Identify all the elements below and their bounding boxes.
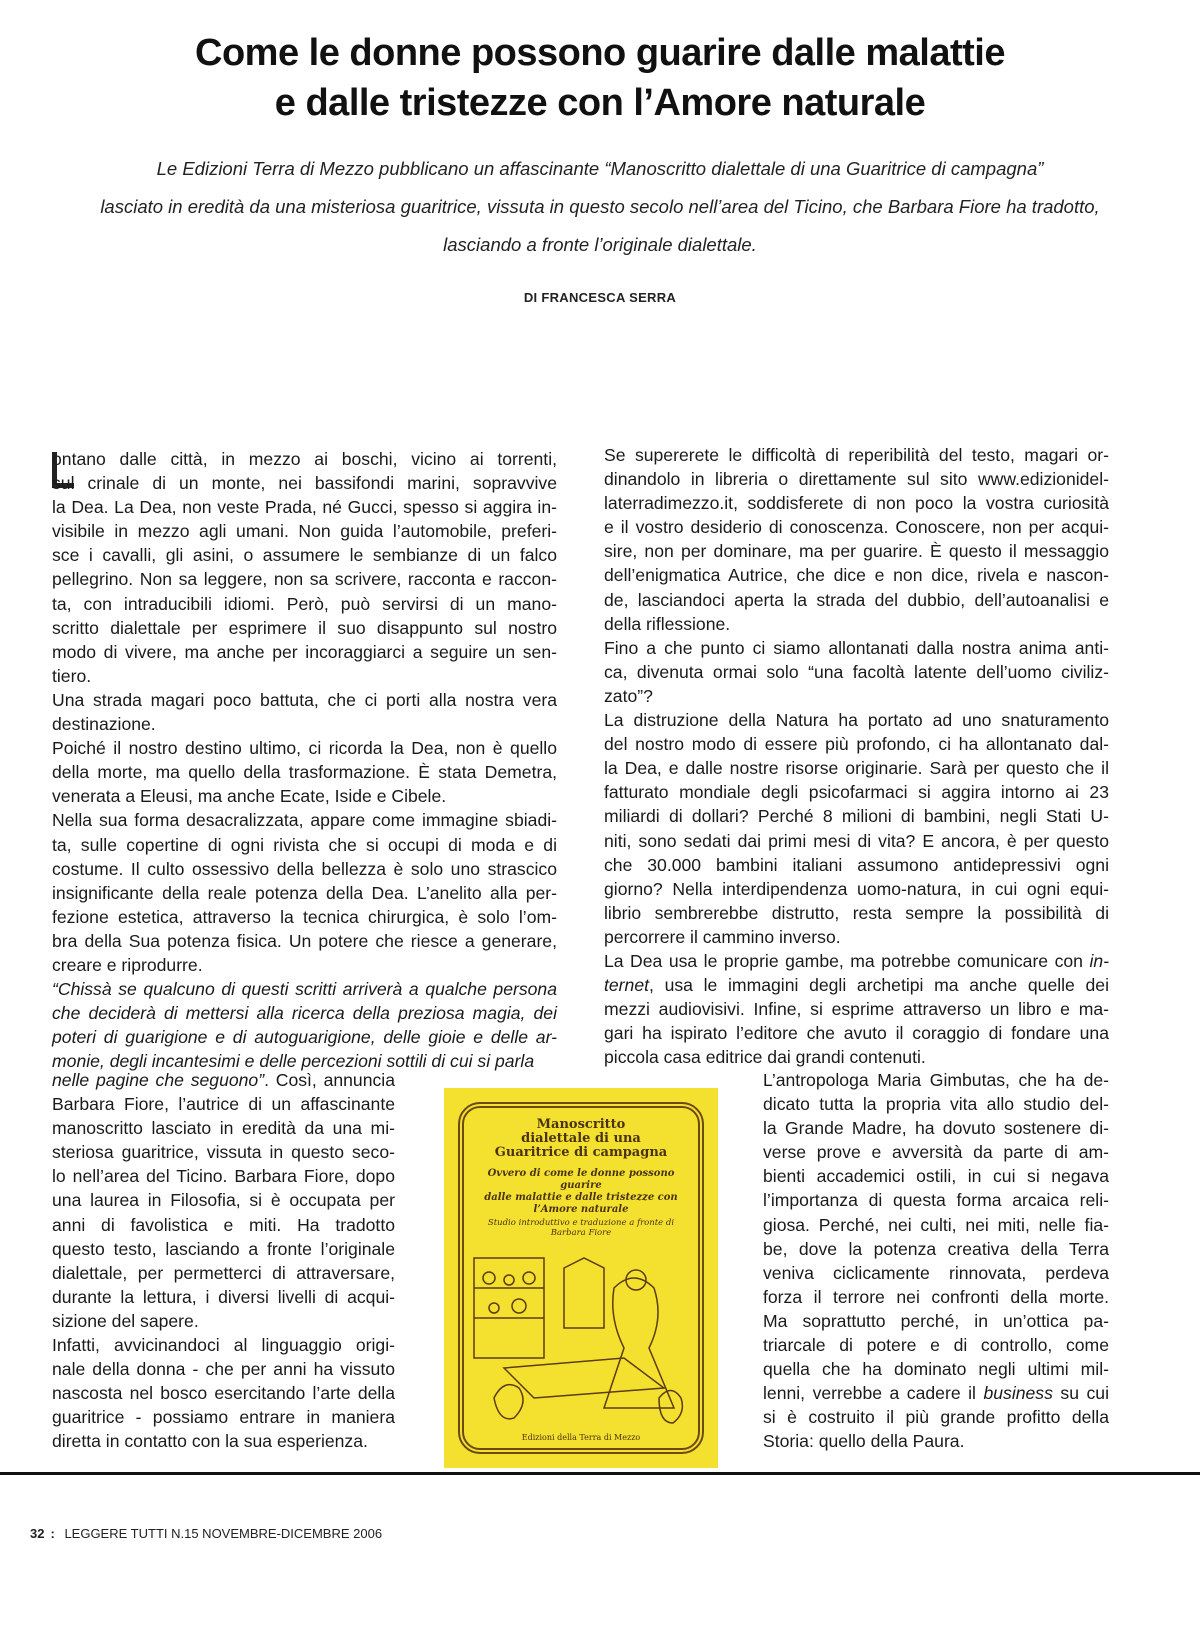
- book-cover-image: [444, 1088, 718, 1468]
- text-line: della riflessione.: [604, 613, 731, 634]
- text-line: della morte, ma quello della trasformazione. È stata Demetra,: [52, 762, 557, 783]
- text-line: mezzi audiovisivi. Infine, si esprime attraverso un libro e ma-: [604, 999, 1109, 1020]
- text-line: creare e riprodurre.: [52, 954, 203, 975]
- text-line: diretta in contatto con la sua esperienza.: [52, 1431, 368, 1452]
- text-line: laterradimezzo.it, soddisferete di non poco la vostra curiosità: [604, 493, 1109, 514]
- text-line: percorrere il cammino inverso.: [604, 926, 841, 947]
- text-line: dicato tutta la propria vita allo studio del-: [763, 1094, 1109, 1115]
- text-line: costume. Il culto ossessivo della bellezza è solo uno strascico: [52, 858, 557, 879]
- text-line: una laurea in Filosofia, si è occupata per: [52, 1190, 395, 1211]
- text-line: Fino a che punto ci siamo allontanati dalla nostra anima anti-: [604, 637, 1109, 658]
- text-line: librio sembrerebbe distrutto, resta sempre la possibilità di: [604, 902, 1109, 923]
- text-line: poteri di guarigione e di autoguarigione, delle gioie e delle ar-: [52, 1027, 557, 1048]
- text-line: triarcale di potere e di controllo, come: [763, 1335, 1109, 1356]
- text-line: fatturato mondiale degli psicofarmaci si aggira intorno ai 23: [604, 782, 1109, 803]
- text-line: ontano dalle città, in mezzo ai boschi, vicino ai torrenti,: [52, 449, 557, 469]
- text-line: sul crinale di un monte, nei bassifondi marini, sopravvive: [52, 473, 557, 494]
- footer-separator: :: [50, 1526, 55, 1541]
- text-line: dialettale, per permetterci di attraversare,: [52, 1262, 395, 1283]
- text-line: de, lasciandoci aperta la strada del dubbio, dell’autoanalisi e: [604, 589, 1109, 610]
- text-line: e il vostro desiderio di conoscenza. Conoscere, non per acqui-: [604, 517, 1109, 538]
- text-line: verse prove e avversità da parte di am-: [763, 1142, 1109, 1163]
- text-line: ca, divenuta ormai solo “una facoltà latente dell’uomo civiliz-: [604, 661, 1109, 682]
- text-line: scritto dialettale per esprimere il suo disappunto sul nostro: [52, 617, 557, 638]
- text-line: Barbara Fiore, l’autrice di un affascinante: [52, 1094, 395, 1115]
- text-line: bra della Sua potenza fisica. Un potere che riesce a generare,: [52, 930, 557, 951]
- text-line: insignificante della reale potenza della Dea. L’anelito alla per-: [52, 882, 557, 903]
- text-line: lo nell’area del Ticino. Barbara Fiore, dopo: [52, 1166, 395, 1187]
- text-line: del nostro modo di essere più profondo, ci ha allontanato dal-: [604, 734, 1109, 755]
- text-line: ta, sulle copertine di ogni rivista che si occupi di moda e di: [52, 834, 557, 855]
- text-line: niti, sono sedati dai primi mesi di vita? E ancora, è per questo: [604, 830, 1109, 851]
- book-cover-frame: [458, 1102, 704, 1454]
- article-subtitle: [40, 150, 1160, 264]
- text-line: nale della donna - che per anni ha vissuto: [52, 1359, 395, 1380]
- book-cover-illustration: [464, 1248, 698, 1438]
- text-line: Storia: quello della Paura.: [763, 1431, 965, 1452]
- book-cover-intro: Studio introduttivo e traduzione a fronte di Barbara Fiore: [487, 1218, 675, 1238]
- text-line: gari ha ispirato l’editore che avuto il coraggio di fondare una: [604, 1023, 1109, 1044]
- text-line: pellegrino. Non sa leggere, non sa scrivere, racconta e raccon-: [52, 569, 557, 590]
- text-line: tiero.: [52, 665, 92, 686]
- text-line: si è costruito il più grande profitto della: [763, 1407, 1109, 1428]
- text-line: monie, degli incantesimi e delle percezioni sottili di cui si parla: [52, 1051, 535, 1072]
- text-line: fezione estetica, attraverso la tecnica chirurgica, è solo l’om-: [52, 906, 557, 927]
- text-line: Infatti, avvicinandoci al linguaggio origi-: [52, 1335, 395, 1356]
- subtitle-line-3: lasciando a fronte l’originale dialettale.: [443, 234, 757, 255]
- book-cover-title: Manoscritto dialettale di una Guaritrice di campagna: [494, 1117, 668, 1160]
- column-2-lower-text: [763, 1068, 1109, 1454]
- text-line: La Dea usa le proprie gambe, ma potrebbe comunicare con in-: [604, 950, 1109, 971]
- text-line: ta, con intraducibili idiomi. Però, può servirsi di un mano-: [52, 593, 557, 614]
- text-line: La distruzione della Natura ha portato ad uno snaturamento: [604, 710, 1109, 731]
- text-line: “Chissà se qualcuno di questi scritti arriverà a qualche persona: [52, 979, 557, 1000]
- column-2-text: [604, 443, 1109, 1069]
- text-line: che 30.000 bambini italiani assumono antidepressivi ogni: [604, 854, 1109, 875]
- text-line: giorno? Nella interdipendenza uomo-natura, in cui ogni equi-: [604, 878, 1109, 899]
- text-line: la Grande Madre, ha dovuto sostenere di-: [763, 1118, 1109, 1139]
- text-line: la Dea. La Dea, non veste Prada, né Gucci, spesso si aggira in-: [52, 497, 557, 518]
- text-line: zato”?: [604, 685, 653, 706]
- subtitle-line-2: lasciato in eredità da una misteriosa guaritrice, vissuta in questo secolo nell’area del Ticino, che Barbara Fiore ha tradotto,: [100, 196, 1100, 217]
- text-line: sire, non per dominare, ma per guarire. È questo il messaggio: [604, 541, 1109, 562]
- footer-publication: LEGGERE TUTTI N.15 NOVEMBRE-DICEMBRE 2006: [64, 1526, 383, 1541]
- text-line: sizione del sapere.: [52, 1310, 199, 1331]
- text-line: manoscritto lasciato in eredità da una mi-: [52, 1118, 395, 1139]
- text-line: visibile in mezzo agli umani. Non guida l’automobile, preferi-: [52, 521, 557, 542]
- text-line: anni di favolistica e miti. Ha tradotto: [52, 1214, 395, 1235]
- text-line: forza il terrore nei confronti della morte.: [763, 1286, 1109, 1307]
- text-line: modo di vivere, ma anche per incoraggiarci a seguire un sen-: [52, 641, 557, 662]
- book-cover-subtitle: Ovvero di come le donne possono guarire dalle malattie e dalle tristezze con l’Amore naturale: [484, 1168, 678, 1215]
- column-1-lower-text: [52, 1068, 395, 1454]
- text-line: questo testo, lasciando a fronte l’originale: [52, 1238, 395, 1259]
- text-line: ternet, usa le immagini degli archetipi ma anche quelle dei: [604, 975, 1109, 996]
- text-line: Una strada magari poco battuta, che ci porti alla nostra vera: [52, 689, 557, 710]
- text-line: steriosa guaritrice, vissuta in questo seco-: [52, 1142, 395, 1163]
- footer-rule: [0, 1472, 1200, 1475]
- text-line: L’antropologa Maria Gimbutas, che ha de-: [763, 1070, 1109, 1090]
- text-line: quella che ha dominato negli ultimi mil-: [763, 1359, 1109, 1380]
- text-line: che deciderà di mettersi alla ricerca della preziosa magia, dei: [52, 1003, 557, 1024]
- text-line: Ma soprattutto perché, in un’ottica pa-: [763, 1310, 1109, 1331]
- text-line: piccola casa editrice dai grandi contenuti.: [604, 1047, 926, 1068]
- text-line: guaritrice - possiamo entrare in maniera: [52, 1407, 395, 1428]
- byline: DI FRANCESCA SERRA: [523, 290, 677, 305]
- text-line: Nella sua forma desacralizzata, appare come immagine sbiadi-: [52, 810, 557, 831]
- text-line: miliardi di dollari? Perché 8 milioni di bambini, negli Stati U-: [604, 806, 1109, 827]
- page-footer: [30, 1526, 382, 1541]
- text-line: venerata a Eleusi, ma anche Ecate, Iside e Cibele.: [52, 786, 447, 807]
- text-line: be, dove la potenza creativa della Terra: [763, 1238, 1109, 1259]
- text-line: nascosta nel bosco esercitando l’arte della: [52, 1383, 395, 1404]
- text-line: durante la lettura, i diversi livelli di acqui-: [52, 1286, 395, 1307]
- text-line: bienti accademici ostili, in cui si negava: [763, 1166, 1109, 1187]
- title-line-2: e dalle tristezze con l’Amore naturale: [274, 82, 926, 124]
- text-line: sce i cavalli, gli asini, o assumere le sembianze di un falco: [52, 545, 557, 566]
- page-number: 32: [30, 1526, 45, 1541]
- text-line: dinandolo in libreria o direttamente sul sito www.edizionidel-: [604, 469, 1109, 490]
- column-1-text: [52, 447, 557, 1073]
- text-line: nelle pagine che seguono”. Così, annuncia: [52, 1070, 395, 1090]
- text-line: la Dea, e dalle nostre risorse originarie. Sarà per questo che il: [604, 758, 1109, 779]
- text-line: dell’enigmatica Autrice, che dice e non dice, rivela e nascon-: [604, 565, 1109, 586]
- text-line: lenni, verrebbe a cadere il business su cui: [763, 1383, 1109, 1404]
- text-line: giosa. Perché, nei culti, nei miti, nelle fia-: [763, 1214, 1109, 1235]
- subtitle-line-1: Le Edizioni Terra di Mezzo pubblicano un affascinante “Manoscritto dialettale di una Guaritrice di campagna”: [156, 158, 1044, 179]
- text-line: destinazione.: [52, 714, 156, 735]
- title-line-1: Come le donne possono guarire dalle malattie: [195, 32, 1005, 74]
- text-line: Se supererete le difficoltà di reperibilità del testo, magari or-: [604, 445, 1109, 465]
- article-title: [120, 28, 1080, 128]
- book-cover-publisher: Edizioni della Terra di Mezzo: [521, 1433, 641, 1442]
- text-line: veniva ciclicamente rinnovata, perdeva: [763, 1262, 1109, 1283]
- text-line: l’importanza di questa forma arcaica reli-: [763, 1190, 1109, 1211]
- text-line: Poiché il nostro destino ultimo, ci ricorda la Dea, non è quello: [52, 738, 557, 759]
